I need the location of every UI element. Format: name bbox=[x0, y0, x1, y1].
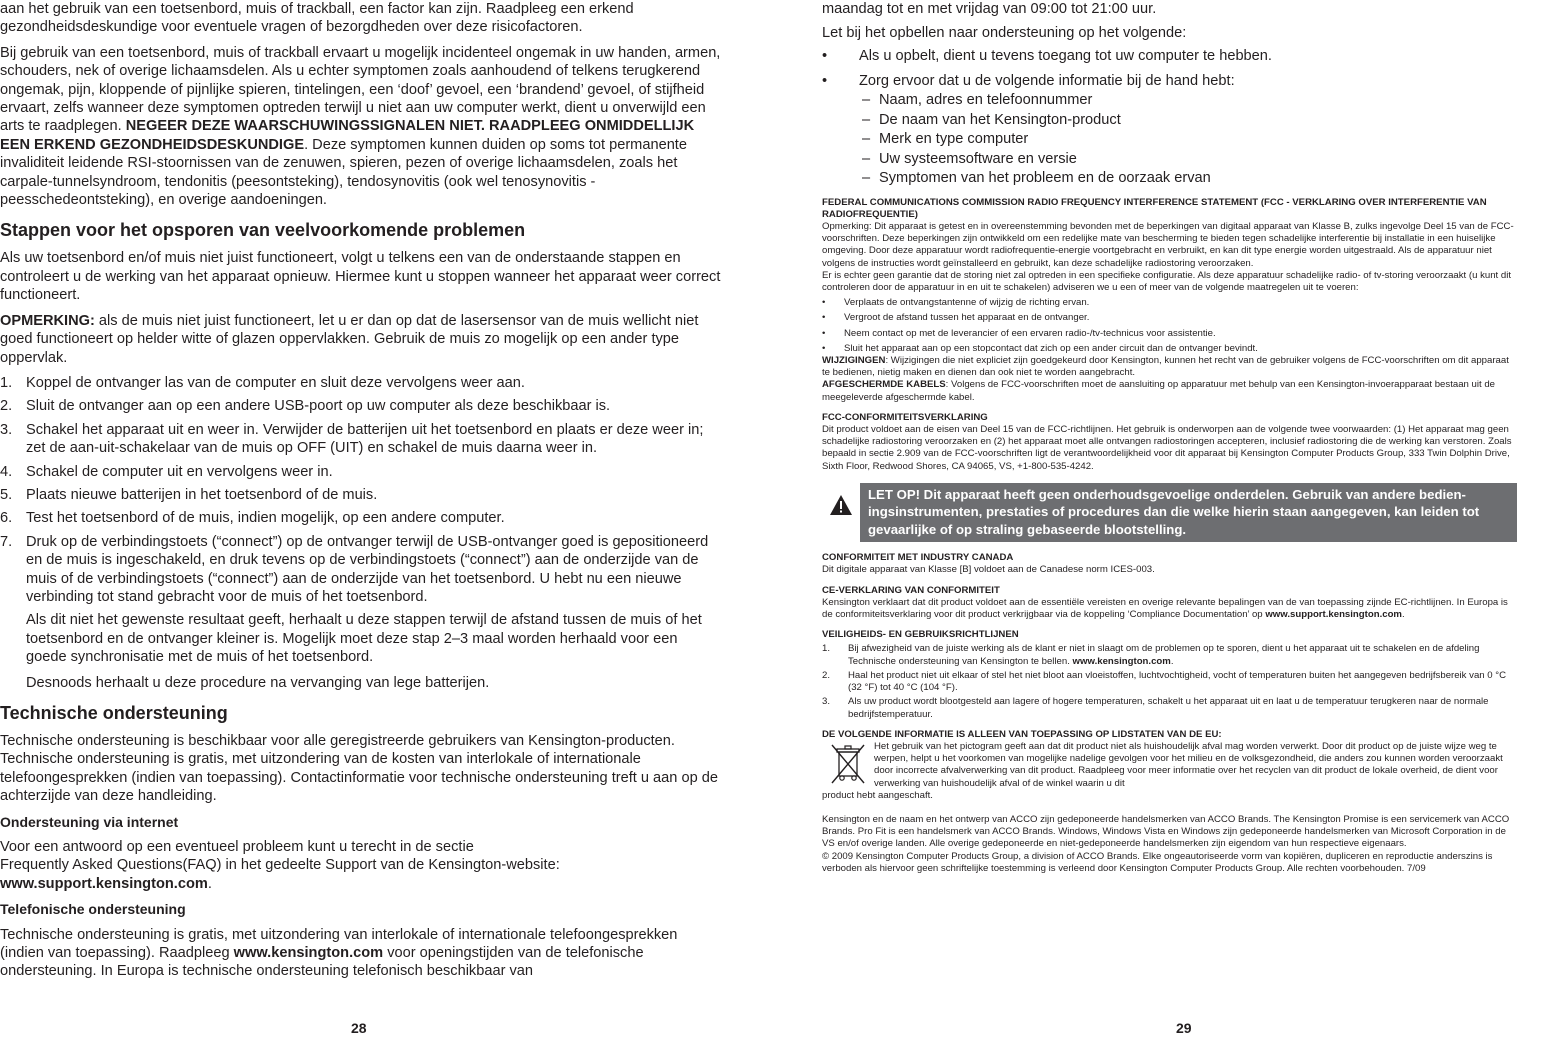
ce-heading: CE-VERKLARING VAN CONFORMITEIT bbox=[822, 584, 1000, 596]
safety-heading: VEILIGHEIDS- EN GEBRUIKSRICHTLIJNEN bbox=[822, 629, 1019, 641]
troubleshooting-note bbox=[0, 312, 722, 367]
fcc-conformity-text: Dit product voldoet aan de eisen van Deel 15 van de FCC-richtlijnen. Het gebruik is onderworpen aan de volgende twee voorwaarden: (1) Het apparaat mag geen schadelijke radiostoring veroorzaken en (2) het apparaat moet alle ontvangen radiostoringen accepteren, inclusief radiostoring die de werking kan verstoren. Zoals bepaald in sectie 2.909 van de FCC-voorschriften ligt de verantwoordelijkheid voor dit apparaat bij Kensington Computer Products Group, 333 Twin Dolphin Drive, Sixth Floor, Redwood Shores, CA 94065, VS, +1-800-535-4242. bbox=[822, 423, 1512, 472]
step-number: 6. bbox=[0, 510, 13, 527]
support-hours: maandag tot en met vrijdag van 09:00 tot 21:00 uur. bbox=[822, 1, 1157, 17]
page-number-left: 28 bbox=[351, 1020, 367, 1036]
info-item-text: Merk en type computer bbox=[879, 131, 1029, 147]
step-number: 4. bbox=[0, 463, 13, 480]
step-number: 7. bbox=[0, 533, 13, 550]
compliance-section bbox=[822, 552, 1517, 875]
support-heading: Technische ondersteuning bbox=[0, 703, 228, 723]
dash-mark: – bbox=[862, 131, 871, 147]
period: . bbox=[1170, 655, 1174, 667]
step-item bbox=[0, 397, 722, 415]
info-item-text: Uw systeemsoftware en versie bbox=[879, 150, 1077, 167]
page-number-right: 29 bbox=[1176, 1020, 1192, 1036]
fcc-conformity-heading: FCC-CONFORMITEITSVERKLARING bbox=[822, 411, 988, 423]
internet-support-line1: Voor een antwoord op een eventueel probleem kunt u terecht in de sectie bbox=[0, 839, 474, 856]
fcc-bullet bbox=[822, 343, 1517, 355]
step-text: Druk op de verbindingstoets (“connect”) op de ontvanger terwijl de USB-ontvanger goed is gepositioneerd en de muis is ingeschakeld, en druk tevens op de verbindingstoets (“connect”) aan de onderzijde van de muis of de verbindingstoets (“connect”) aan de onderzijde van het toetsenbord. U hebt nu een nieuwe verbinding tot stand gebracht voor de muis of het toetsenbord. bbox=[26, 533, 709, 605]
safety-number: 1. bbox=[822, 643, 831, 655]
fcc-bullet-text: Sluit het apparaat aan op een stopcontact dat zich op een ander circuit dan de ontvanger bevindt. bbox=[844, 342, 1258, 354]
call-checklist-intro: Let bij het opbellen naar ondersteuning op het volgende: bbox=[822, 24, 1187, 41]
info-item bbox=[822, 111, 1517, 131]
support-website-link[interactable]: www.support.kensington.com bbox=[0, 875, 208, 892]
fcc-bullet-text: Neem contact op met de leverancier of een ervaren radio-/tv-technicus voor assistentie. bbox=[844, 327, 1216, 339]
phone-support-end: voor openingstijden van de telefonische ondersteuning. In Europa is technische ondersteuning telefonisch beschikbaar van bbox=[0, 945, 644, 980]
step-item bbox=[0, 463, 722, 481]
eu-weee-block bbox=[822, 741, 1517, 802]
ergonomics-warning bbox=[0, 44, 722, 210]
info-item bbox=[822, 130, 1517, 150]
step-item bbox=[0, 486, 722, 504]
safety-number: 3. bbox=[822, 696, 831, 708]
caution-box bbox=[860, 483, 1517, 543]
info-item bbox=[822, 150, 1517, 170]
fcc-bullet bbox=[822, 297, 1517, 309]
step-text: Koppel de ontvanger las van de computer en sluit deze vervolgens weer aan. bbox=[26, 374, 525, 391]
ergonomics-intro: aan het gebruik van een toetsenbord, muis of trackball, een factor kan zijn. Raadpleeg een erkend gezondheidsdeskundige voor eventuele vragen of bezorgdheden over deze risicofactoren. bbox=[0, 1, 634, 36]
ce-text bbox=[822, 597, 1517, 621]
fcc-bullet bbox=[822, 312, 1517, 324]
right-column bbox=[822, 0, 1517, 875]
ergonomics-bold-warning: NEGEER DEZE WAARSCHUWINGSSIGNALEN NIET. RAADPLEEG ONMIDDELLIJK EEN ERKEND GEZONDHEIDSDESKUNDIGE bbox=[0, 118, 695, 153]
internet-support-text bbox=[0, 838, 722, 893]
step-item bbox=[0, 533, 722, 607]
step-number: 2. bbox=[0, 398, 13, 415]
fcc-text-2: Er is echter geen garantie dat de storing niet zal optreden in een specifieke configuratie. Als deze apparatuur schadelijke radio- of tv-storing veroorzaakt (u kunt dit controleren door de apparatuur in en uit te schakelen) adviseren we u een of meer van de volgende maatregelen uit te voeren: bbox=[822, 269, 1512, 293]
step-text: Sluit de ontvanger aan op een andere USB-poort op uw computer als deze beschikbaar is. bbox=[26, 398, 611, 415]
info-item bbox=[822, 91, 1517, 111]
left-column bbox=[0, 0, 722, 988]
changes-label: WIJZIGINGEN bbox=[822, 354, 886, 366]
canada-text: Dit digitale apparaat van Klasse [B] voldoet aan de Canadese norm ICES-003. bbox=[822, 564, 1155, 576]
bullet-mark: • bbox=[822, 342, 826, 354]
checklist-bullet bbox=[822, 72, 1517, 92]
crossed-bin-icon bbox=[830, 743, 866, 787]
step-number: 3. bbox=[0, 421, 13, 438]
internet-support-line2: Frequently Asked Questions(FAQ) in het gedeelte Support van de Kensington-website: bbox=[0, 857, 560, 874]
safety-item bbox=[822, 670, 1517, 694]
right-page bbox=[772, 0, 1545, 1040]
step-text: Schakel het apparaat uit en weer in. Verwijder de batterijen uit het toetsenbord en plaats er deze weer in; zet de aan-uit-schakelaar van de muis op OFF (UIT) en schakel de muis daarna weer in. bbox=[26, 421, 704, 457]
eu-weee-tail: product hebt aangeschaft. bbox=[822, 789, 933, 801]
info-item-text: Symptomen van het probleem en de oorzaak ervan bbox=[879, 170, 1211, 186]
fcc-bullet-text: Vergroot de afstand tussen het apparaat en de ontvanger. bbox=[844, 312, 1090, 324]
kensington-link[interactable]: www.kensington.com bbox=[1072, 655, 1171, 667]
period: . bbox=[207, 875, 212, 892]
safety-text: Als uw product wordt blootgesteld aan lagere of hogere temperaturen, schakelt u het apparaat uit en laat u de temperatuur terugkeren naar de normale bedrijfstemperatuur. bbox=[848, 696, 1489, 720]
step-text: Schakel de computer uit en vervolgens weer in. bbox=[26, 463, 333, 480]
changes-notice bbox=[822, 355, 1517, 379]
changes-text: : Wijzigingen die niet expliciet zijn goedgekeurd door Kensington, kunnen het recht van de gebruiker volgens de FCC-voorschriften om dit apparaat te bedienen, nietig maken en dienen dan ook niet te worden aangebracht. bbox=[822, 354, 1509, 379]
kensington-website-link[interactable]: www.kensington.com bbox=[233, 945, 384, 962]
period: . bbox=[1401, 609, 1405, 621]
step-text: Test het toetsenbord of de muis, indien mogelijk, op een andere computer. bbox=[26, 510, 505, 527]
step-7-batteries: Desnoods herhaalt u deze procedure na vervanging van lege batterijen. bbox=[26, 674, 490, 691]
cables-label: AFGESCHERMDE KABELS bbox=[822, 379, 946, 391]
safety-text: Bij afwezigheid van de juiste werking als de klant er niet in slaagt om de problemen op te sporen, dient u het apparaat uit te schakelen en de afdeling Technische ondersteuning van Kensington te bellen. bbox=[848, 643, 1480, 667]
cables-notice bbox=[822, 379, 1517, 403]
legal-section bbox=[822, 197, 1517, 473]
internet-support-heading: Ondersteuning via internet bbox=[0, 813, 179, 830]
dash-mark: – bbox=[862, 170, 871, 186]
caution-text: LET OP! Dit apparaat heeft geen onderhoudsgevoelige onderdelen. Gebruik van andere bedien-ingsinstrumenten, prestaties of procedures dan die welke hierin staan aangegeven, kan leiden tot gevaarlijke of op straling gebaseerde blootstelling. bbox=[868, 486, 1480, 537]
safety-text: Haal het product niet uit elkaar of stel het niet bloot aan vloeistoffen, luchtvochtigheid, vocht of temperaturen buiten het aangegeven bedrijfsbereik van 0 °C (32 °F) tot 40 °C (104 °F). bbox=[848, 669, 1507, 694]
eu-heading: DE VOLGENDE INFORMATIE IS ALLEEN VAN TOEPASSING OP LIDSTATEN VAN DE EU: bbox=[822, 728, 1222, 740]
left-page bbox=[0, 0, 772, 1040]
fcc-text-1: Opmerking: Dit apparaat is getest en in overeenstemming bevonden met de beperkingen van digitaal apparaat van Klasse B, zulks ingevolge Deel 15 van de FCC-voorschriften. Deze beperkingen zijn ontwikkeld om een redelijke mate van bescherming te bieden tegen schadelijke interferentie bij installatie in een huiselijke omgeving. Door deze apparatuur wordt radiofrequentie-energie voortgebracht en verbruikt, en kan dit type energie worden uitgestraald. Als de apparatuur niet volgens de instructies wordt geïnstalleerd en gebruikt, kan deze schadelijke radiostoring veroorzaken. bbox=[822, 220, 1514, 269]
dash-mark: – bbox=[862, 92, 871, 108]
safety-item bbox=[822, 643, 1517, 667]
ergonomics-text: Bij gebruik van een toetsenbord, muis of trackball ervaart u mogelijk incidenteel ongemak in uw handen, armen, schouders, nek of overige lichaamsdelen. Als u echter symptomen zoals aanhoudend of telkens terugkerend ongemak, pijn, kloppende of pijnlijke spieren, tintelingen, een ‘doof’ gevoel, een ‘brandend’ gevoel, of stijfheid ervaart, zelfs wanneer deze symptomen optreden terwijl u niet aan uw computer werkt, dient u onverwijld een arts te raadplegen. bbox=[0, 44, 721, 135]
dash-mark: – bbox=[862, 111, 871, 128]
cables-text: : Volgens de FCC-voorschriften moet de aansluiting op apparatuur met behulp van een Kensington-invoerapparaat bestaan uit de meegeleverde afgeschermde kabel. bbox=[822, 379, 1495, 403]
checklist-bullet bbox=[822, 47, 1517, 67]
safety-item bbox=[822, 696, 1517, 720]
canada-heading: CONFORMITEIT MET INDUSTRY CANADA bbox=[822, 552, 1014, 564]
fcc-bullet-text: Verplaats de ontvangstantenne of wijzig de richting ervan. bbox=[844, 297, 1090, 309]
step-number: 5. bbox=[0, 486, 13, 503]
safety-number: 2. bbox=[822, 669, 831, 681]
bullet-mark: • bbox=[822, 312, 826, 324]
info-item-text: Naam, adres en telefoonnummer bbox=[879, 92, 1093, 108]
ergonomics-text-end: . Deze symptomen kunnen duiden op soms tot permanente invaliditeit leidende RSI-stoornissen van de zenuwen, spieren, pezen of overige lichaamsdelen, zoals het carpale-tunnelsyndroom, tendonitis (peesontsteking), tendosynovitis (ook wel tenosynovitis - peesschedeontsteking), en overige aandoeningen. bbox=[0, 136, 687, 209]
phone-support-heading: Telefonische ondersteuning bbox=[0, 901, 186, 918]
step-item bbox=[0, 509, 722, 527]
step-number: 1. bbox=[0, 374, 13, 391]
fcc-heading: FEDERAL COMMUNICATIONS COMMISSION RADIO FREQUENCY INTERFERENCE STATEMENT (FCC - VERKLARING OVER INTERFERENTIE VAN RADIOFREQUENTIE) bbox=[822, 196, 1487, 220]
bullet-mark: • bbox=[822, 327, 826, 339]
step-7-followup: Als dit niet het gewenste resultaat geeft, herhaalt u deze stappen terwijl de afstand tussen de muis of het toetsenbord en de ontvanger kleiner is. Mogelijk moet deze stap 2–3 maal worden herhaald voor een goede synchronisatie met de muis of het toetsenbord. bbox=[26, 612, 702, 666]
step-text: Plaats nieuwe batterijen in het toetsenbord of de muis. bbox=[26, 486, 378, 503]
troubleshooting-heading: Stappen voor het opsporen van veelvoorkomende problemen bbox=[0, 220, 526, 241]
compliance-link[interactable]: www.support.kensington.com bbox=[1265, 609, 1402, 621]
bullet-text: Als u opbelt, dient u tevens toegang tot uw computer te hebben. bbox=[859, 48, 1272, 64]
phone-support-text bbox=[0, 926, 722, 981]
copyright-text: © 2009 Kensington Computer Products Group, a division of ACCO Brands. Elke ongeautoriseerde vorm van kopiëren, dupliceren en reproductie anderszins is verboden als hiervoor geen schriftelijke toestemming is verleend door Kensington Computer Products Group. Alle rechten voorbehouden. 7/09 bbox=[822, 850, 1493, 874]
trademark-text: Kensington en de naam en het ontwerp van ACCO zijn gedeponeerde handelsmerken van ACCO Brands. The Kensington Promise is een servicemerk van ACCO Brands. Pro Fit is een handelsmerk van ACCO Brands. Windows, Windows Vista en Windows zijn gedeponeerde handelsmerken van Microsoft Corporation in de VS en/of overige landen. Alle overige gedeponeerde en niet-gedeponeerde handelsmerken zijn eigendom van hun respectieve eigenaars. bbox=[822, 813, 1510, 850]
step-item bbox=[0, 421, 722, 458]
note-text: als de muis niet juist functioneert, let u er dan op dat de lasersensor van de muis wellicht niet goed functioneert op helder witte of glazen oppervlakken. Gebruik de muis zo mogelijk op een ander type oppervlak. bbox=[0, 312, 699, 366]
ce-body: Kensington verklaart dat dit product voldoet aan de essentiële vereisten en overige relevante bepalingen van de van toepassing zijnde EC-richtlijnen. In Europa is de conformiteitsverklaring voor dit product verkrijgbaar via de koppeling ‘Compliance Documentation’ op bbox=[822, 596, 1508, 621]
bullet-mark: • bbox=[822, 297, 826, 309]
support-intro: Technische ondersteuning is beschikbaar voor alle geregistreerde gebruikers van Kensington-producten. Technische ondersteuning is gratis, met uitzondering van de kosten van interlokale of internationale telefoongesprekken (indien van toepassing). Contactinformatie voor technische ondersteuning treft u aan op de achterzijde van deze handleiding. bbox=[0, 733, 718, 805]
fcc-bullet bbox=[822, 328, 1517, 340]
dash-mark: – bbox=[862, 150, 871, 167]
eu-weee-text: Het gebruik van het pictogram geeft aan dat dit product niet als huishoudelijk afval mag worden verwerkt. Door dit product op de juiste wijze weg te werpen, helpt u het voorkomen van mogelijke nadelige gevolgen voor het milieu en de volksgezondheid, die anders zou kunnen worden veroorzaakt door incorrecte afvalverwerking van dit product. Raadpleeg voor meer informatie over het recyclen van dit product de lokale overheid, de dient voor verwerking van huishoudelijk afval of de winkel waarin u dit bbox=[874, 740, 1503, 789]
troubleshooting-steps bbox=[0, 374, 722, 606]
bullet-mark: • bbox=[822, 72, 828, 89]
support-continued bbox=[822, 0, 1517, 189]
info-item bbox=[822, 169, 1517, 189]
warning-triangle-icon bbox=[830, 495, 852, 515]
step-item bbox=[0, 374, 722, 392]
note-label: OPMERKING: bbox=[0, 312, 95, 329]
bullet-text: Zorg ervoor dat u de volgende informatie bij de hand hebt: bbox=[859, 72, 1235, 89]
info-item-text: De naam van het Kensington-product bbox=[879, 111, 1121, 128]
bullet-mark: • bbox=[822, 48, 828, 64]
phone-support-intro: Technische ondersteuning is gratis, met uitzondering van interlokale of internationale telefoongesprekken (indien van toepassing). Raadpleeg bbox=[0, 926, 678, 962]
troubleshooting-intro: Als uw toetsenbord en/of muis niet juist functioneert, volgt u telkens een van de onderstaande stappen en controleert u de werking van het apparaat opnieuw. Hiermee kunt u stoppen wanneer het apparaat weer correct functioneert. bbox=[0, 250, 721, 304]
